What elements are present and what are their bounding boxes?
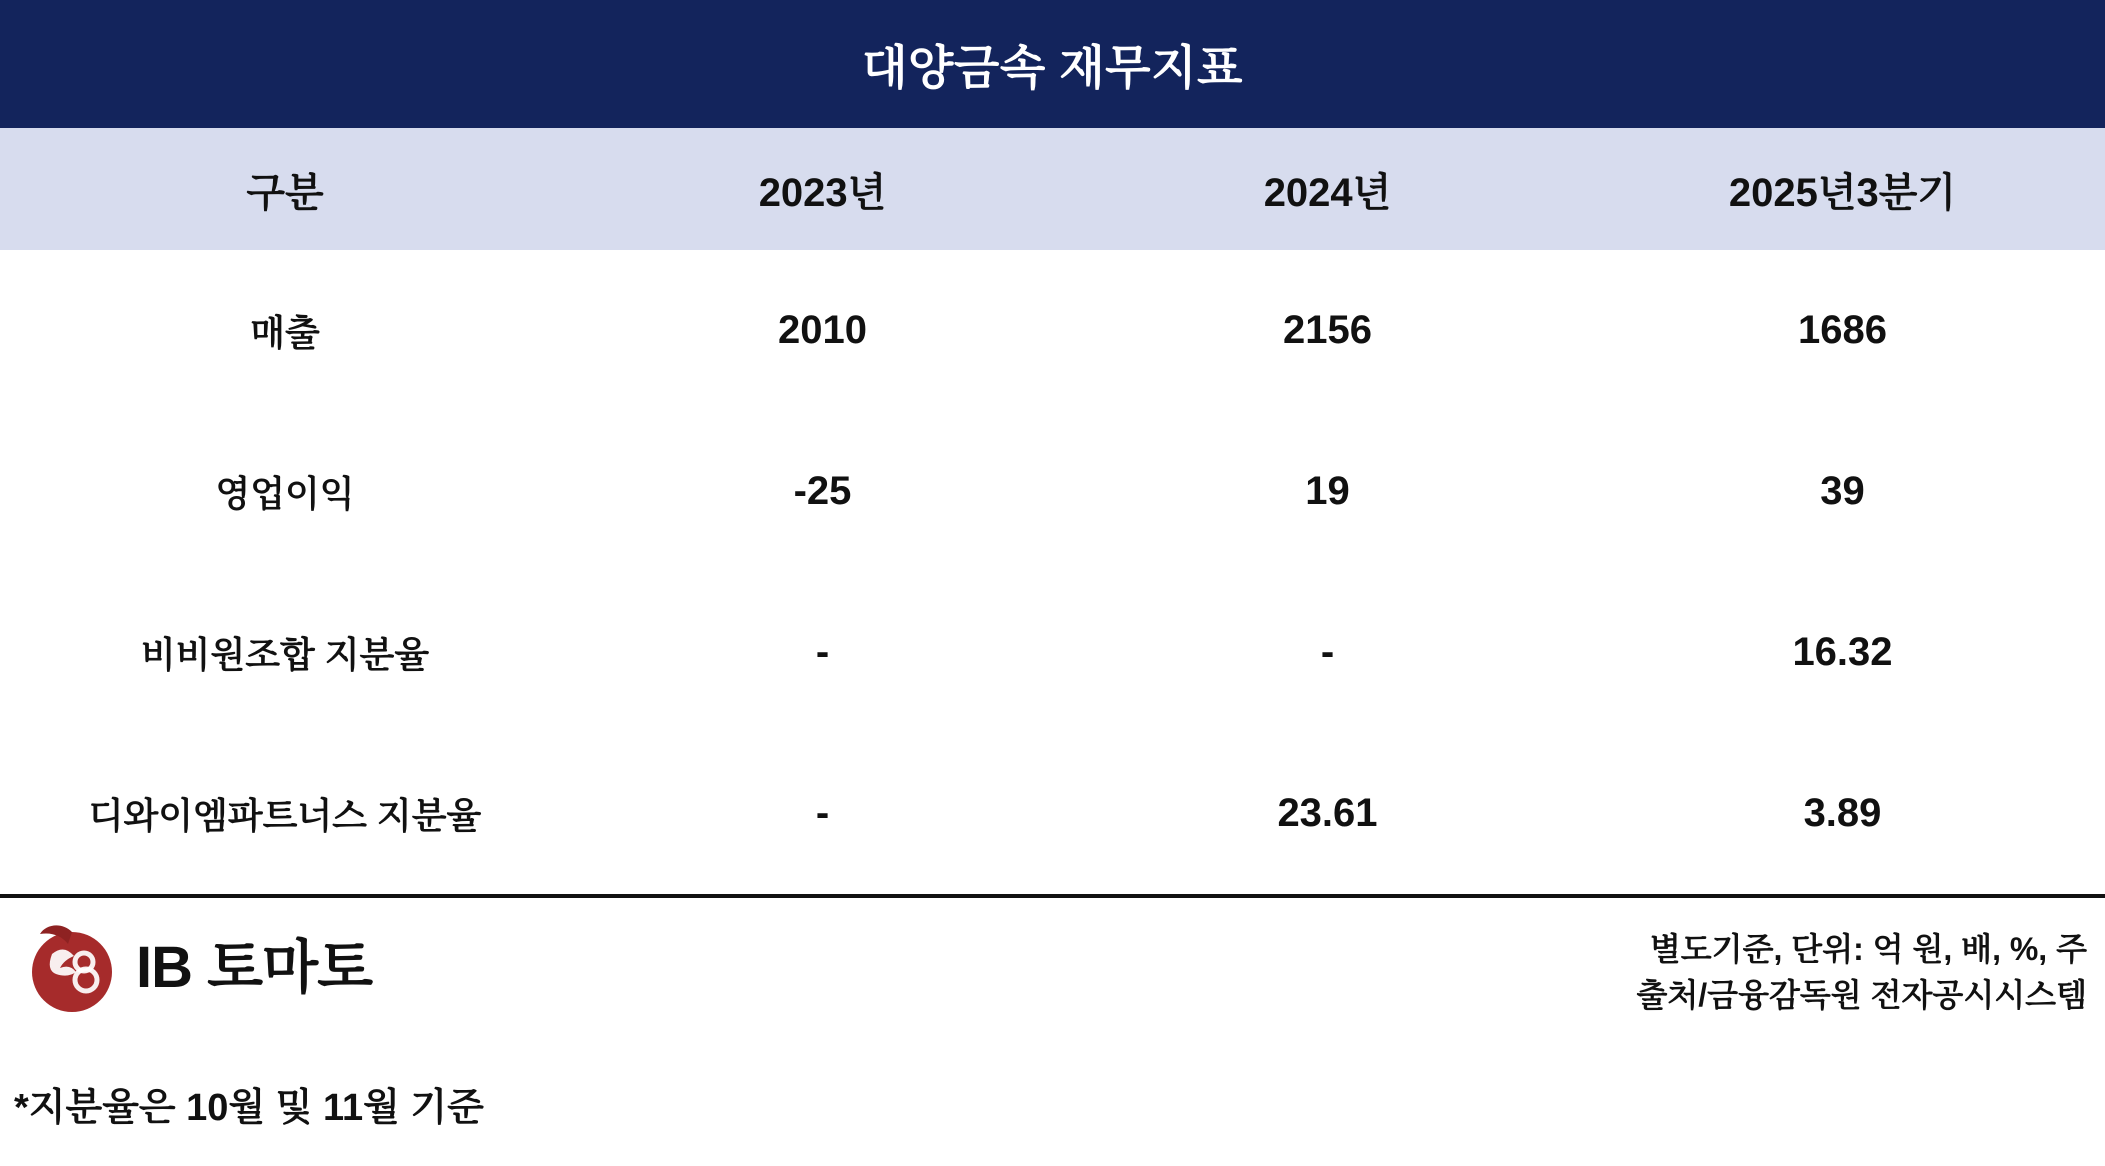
cell-operating-profit-2025q3: 39 xyxy=(1580,411,2105,572)
footnote: *지분율은 10월 및 11월 기준 xyxy=(14,1087,484,1129)
cell-bbwon-stake-2025q3: 16.32 xyxy=(1580,572,2105,733)
page-title: 대양금속 재무지표 xyxy=(862,40,1243,94)
source-unit-line: 별도기준, 단위: 억 원, 배, %, 주 xyxy=(1649,931,2087,967)
cell-operating-profit-2023: -25 xyxy=(570,411,1075,572)
column-header-2025q3: 2025년3분기 xyxy=(1580,128,2105,250)
cell-dym-partners-stake-2025q3: 3.89 xyxy=(1580,733,2105,894)
column-header-category: 구분 xyxy=(0,128,570,250)
footer xyxy=(0,894,2105,1129)
column-header-2023: 2023년 xyxy=(570,128,1075,250)
table-body xyxy=(0,250,2105,894)
source-origin-line: 출처/금융감독원 전자공시시스템 xyxy=(1636,977,2087,1014)
cell-dym-partners-stake-2023: - xyxy=(570,733,1075,894)
cell-dym-partners-stake-2024: 23.61 xyxy=(1075,733,1580,894)
table-header-row xyxy=(0,128,2105,250)
table-row xyxy=(0,411,2105,572)
row-label-bbwon-stake: 비비원조합 지분율 xyxy=(0,572,570,733)
table-header xyxy=(0,128,2105,250)
brand-logo xyxy=(22,918,372,1018)
financial-table xyxy=(0,128,2105,894)
table-row xyxy=(0,572,2105,733)
row-label-revenue: 매출 xyxy=(0,250,570,411)
brand-name: IB 토마토 xyxy=(136,935,373,1000)
table-row xyxy=(0,250,2105,411)
row-label-dym-partners-stake: 디와이엠파트너스 지분율 xyxy=(0,733,570,894)
tomato-logo-icon xyxy=(22,918,122,1018)
column-header-2024: 2024년 xyxy=(1075,128,1580,250)
row-label-operating-profit: 영업이익 xyxy=(0,411,570,572)
table-row xyxy=(0,733,2105,894)
cell-operating-profit-2024: 19 xyxy=(1075,411,1580,572)
source-block xyxy=(1636,926,2087,1019)
cell-revenue-2025q3: 1686 xyxy=(1580,250,2105,411)
cell-bbwon-stake-2024: - xyxy=(1075,572,1580,733)
cell-bbwon-stake-2023: - xyxy=(570,572,1075,733)
cell-revenue-2023: 2010 xyxy=(570,250,1075,411)
title-bar xyxy=(0,0,2105,128)
cell-revenue-2024: 2156 xyxy=(1075,250,1580,411)
